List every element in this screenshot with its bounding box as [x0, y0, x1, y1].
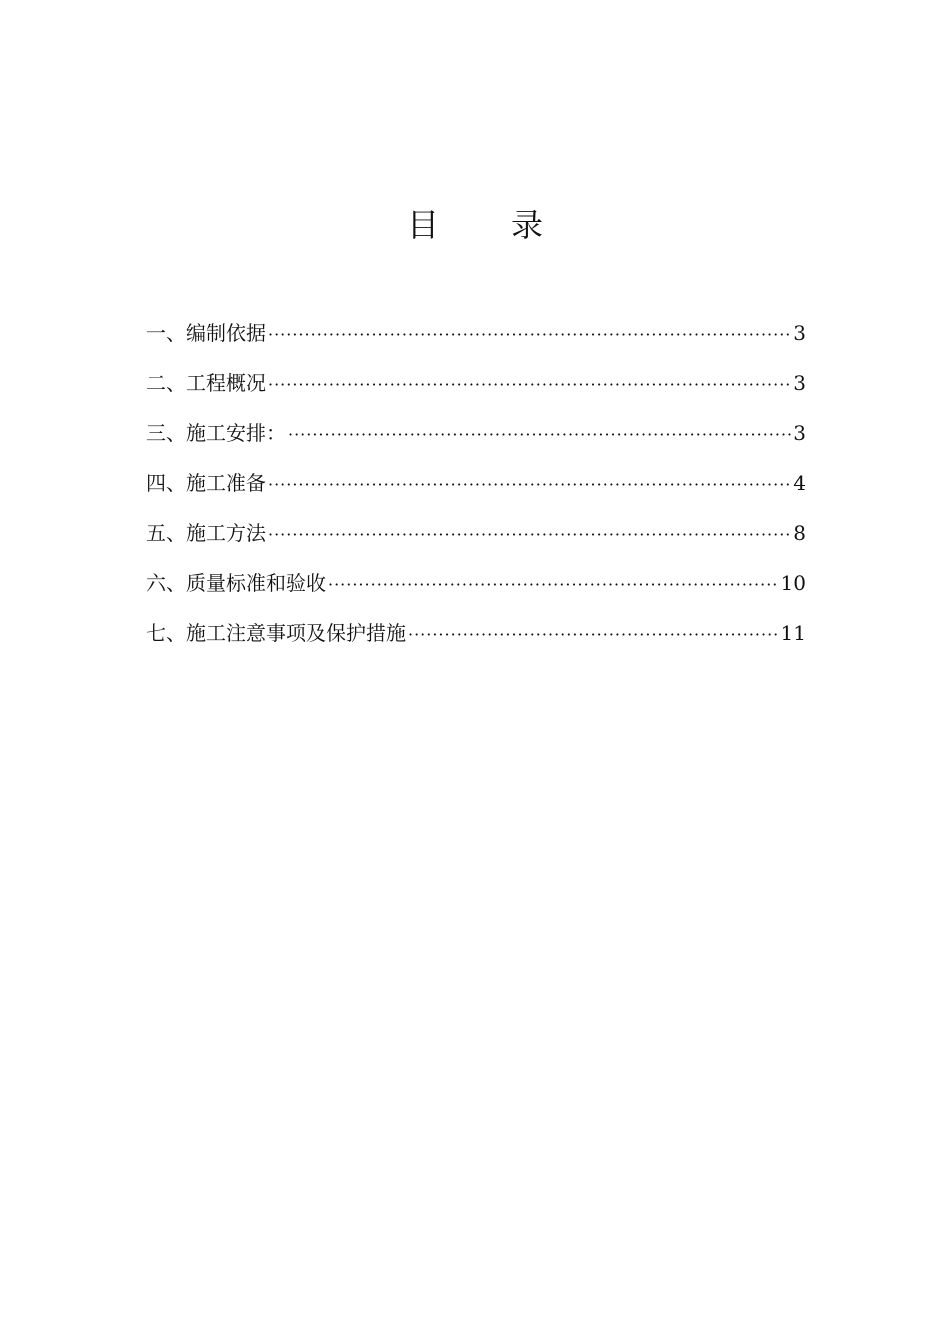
toc-entry-label: 六、质量标准和验收 — [146, 571, 326, 595]
toc-dot-leader — [268, 364, 791, 404]
toc-entry-label: 七、施工注意事项及保护措施 — [146, 621, 406, 645]
toc-entry-label: 一、编制依据 — [146, 321, 266, 345]
toc-entry-6[interactable] — [146, 564, 806, 614]
toc-entry-label: 二、工程概况 — [146, 371, 266, 395]
toc-page-number: 3 — [793, 371, 806, 395]
toc-entry-5[interactable] — [146, 514, 806, 564]
toc-dot-leader — [408, 614, 779, 654]
toc-page-number: 10 — [780, 571, 806, 595]
toc-entry-1[interactable] — [146, 314, 806, 364]
toc-entry-label: 四、施工准备 — [146, 471, 266, 495]
toc-page-number: 8 — [793, 521, 806, 545]
toc-page-number: 11 — [780, 621, 806, 645]
toc-page-number: 4 — [793, 471, 806, 495]
toc-page-number: 3 — [793, 421, 806, 445]
toc-dot-leader — [328, 564, 779, 604]
toc-page-number: 3 — [793, 321, 806, 345]
toc-dot-leader — [288, 414, 791, 454]
page-title — [0, 203, 950, 247]
title-char-1: 目 — [406, 206, 439, 244]
title-char-2: 录 — [511, 206, 544, 244]
toc-entry-4[interactable] — [146, 464, 806, 514]
toc-dot-leader — [268, 314, 791, 354]
toc-dot-leader — [268, 464, 791, 504]
toc-dot-leader — [268, 514, 791, 554]
toc-entry-7[interactable] — [146, 614, 806, 664]
toc-entry-3[interactable] — [146, 414, 806, 464]
table-of-contents — [146, 314, 806, 664]
toc-entry-label: 五、施工方法 — [146, 521, 266, 545]
toc-entry-2[interactable] — [146, 364, 806, 414]
toc-entry-label: 三、施工安排： — [146, 421, 286, 445]
